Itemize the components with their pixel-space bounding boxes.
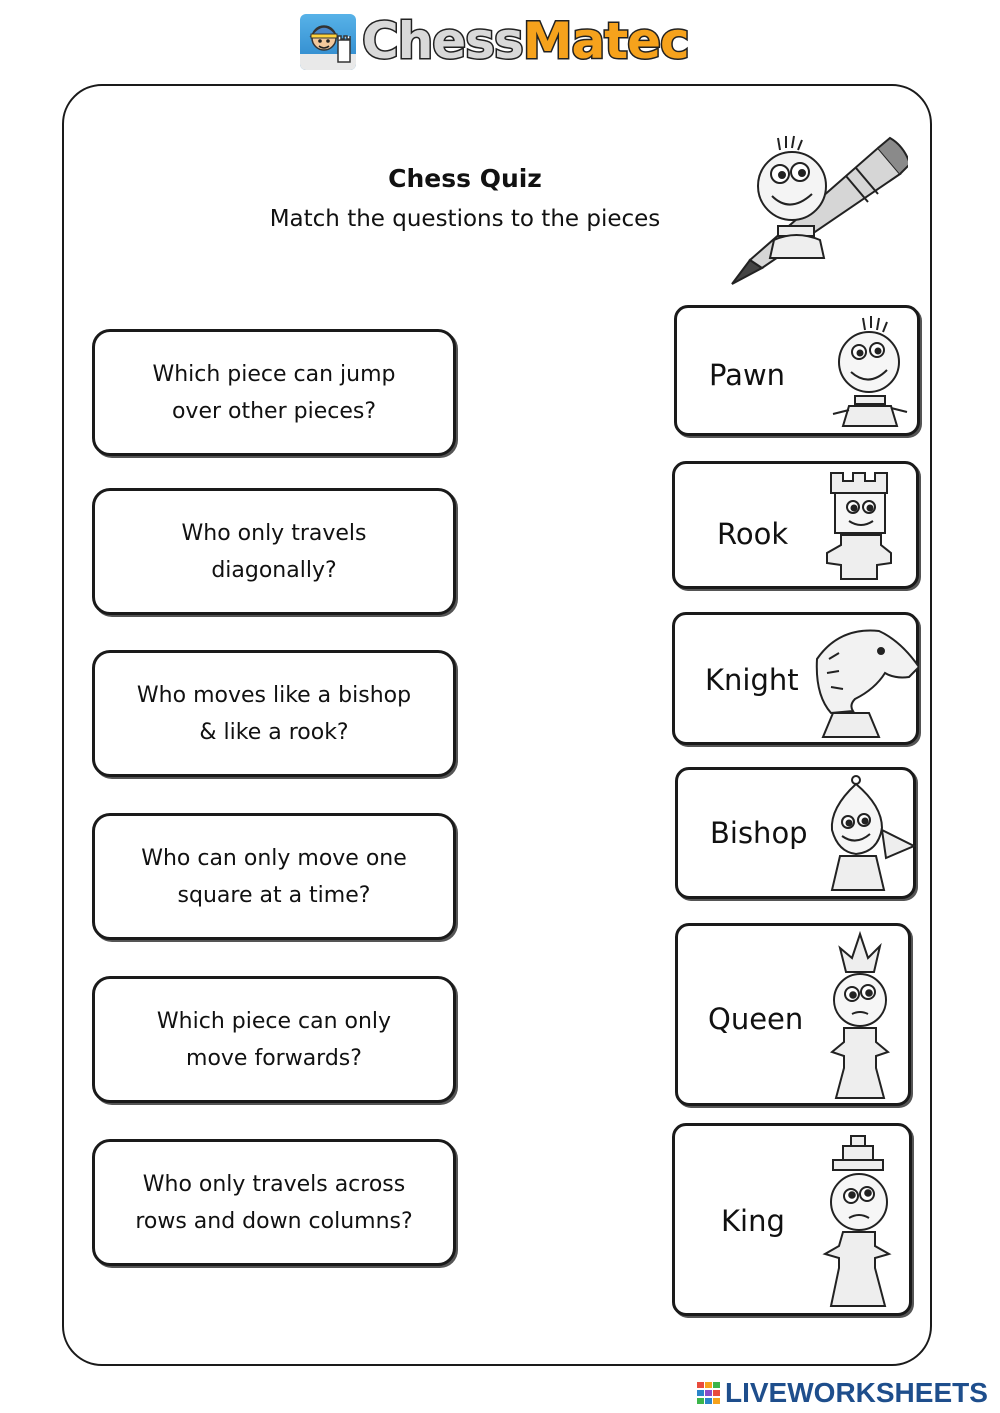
- liveworksheets-wordmark: LIVEWORKSHEETS: [725, 1377, 988, 1408]
- brand-part-chess: Chess: [362, 12, 523, 70]
- brand-part-matec: Matec: [522, 12, 689, 70]
- lws-grid-icon: [697, 1382, 721, 1404]
- question-box-2[interactable]: Who only travels diagonally?: [92, 488, 456, 615]
- question-box-4[interactable]: Who can only move one square at a time?: [92, 813, 456, 940]
- question-box-1[interactable]: Which piece can jump over other pieces?: [92, 329, 456, 456]
- piece-box-queen[interactable]: [675, 923, 911, 1106]
- page-title: Chess Quiz: [388, 164, 542, 193]
- knight-mascot-icon: [300, 14, 356, 70]
- piece-label-king: King: [721, 1204, 785, 1238]
- piece-label-knight: Knight: [705, 663, 799, 697]
- bishop-icon: [824, 774, 916, 896]
- piece-box-rook[interactable]: [672, 461, 919, 589]
- question-box-6[interactable]: Who only travels across rows and down columns?: [92, 1139, 456, 1266]
- piece-box-king[interactable]: [672, 1123, 912, 1316]
- pawn-icon: [825, 314, 915, 432]
- brand-logo: [300, 12, 700, 74]
- pawn-pencil-mascot-icon: [728, 130, 908, 288]
- piece-box-pawn[interactable]: [674, 305, 920, 436]
- knight-icon: [809, 619, 919, 743]
- page-subtitle: Match the questions to the pieces: [269, 206, 661, 232]
- piece-label-queen: Queen: [708, 1002, 804, 1036]
- question-box-3[interactable]: Who moves like a bishop & like a rook?: [92, 650, 456, 777]
- piece-label-pawn: Pawn: [709, 358, 786, 392]
- piece-label-bishop: Bishop: [710, 816, 808, 850]
- rook-icon: [823, 467, 913, 585]
- brand-wordmark: [362, 10, 689, 72]
- liveworksheets-logo: [697, 1376, 997, 1410]
- piece-box-bishop[interactable]: [675, 767, 916, 899]
- piece-box-knight[interactable]: [672, 612, 919, 745]
- king-icon: [821, 1130, 911, 1314]
- piece-label-rook: Rook: [717, 517, 789, 551]
- queen-icon: [826, 928, 912, 1104]
- question-box-5[interactable]: Which piece can only move forwards?: [92, 976, 456, 1103]
